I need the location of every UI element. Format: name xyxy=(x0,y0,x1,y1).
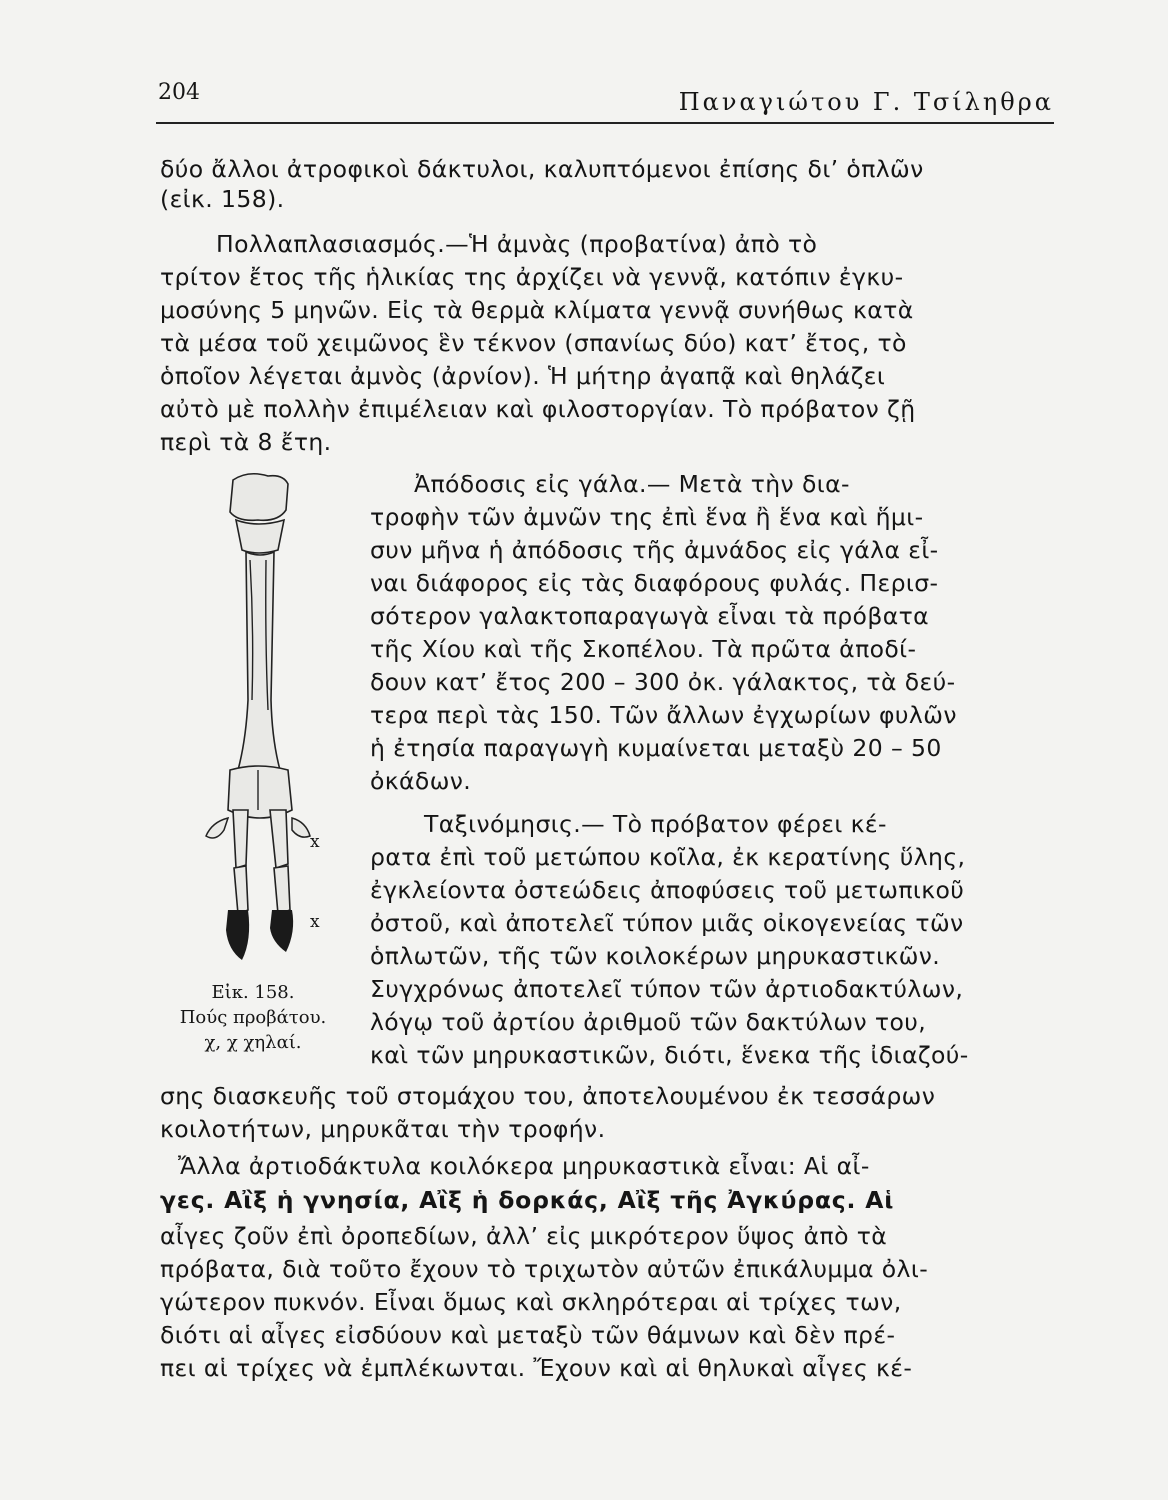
body-line: τῆς Χίου καὶ τῆς Σκοπέλου. Τὰ πρῶτα ἀποδί- xyxy=(370,635,917,663)
body-line: Συγχρόνως ἀποτελεῖ τύπον τῶν ἀρτιοδακτύλων, xyxy=(370,975,964,1003)
marker-lower-hoof: x xyxy=(310,912,320,932)
section-heading-line: Ἀπόδοσις εἰς γάλα.— Μετὰ τὴν δια- xyxy=(414,470,850,498)
body-line: δύο ἄλλοι ἀτροφικοὶ δάκτυλοι, καλυπτόμενοι ἐπίσης δι’ ὁπλῶν xyxy=(160,155,924,183)
body-line: τρίτον ἔτος τῆς ἡλικίας της ἀρχίζει νὰ γεννᾷ, κατόπιν ἐγκυ- xyxy=(160,263,904,291)
marker-upper-dewclaw: x xyxy=(310,832,320,852)
caption-number: Εἰκ. 158. xyxy=(211,982,295,1003)
body-line: σότερον γαλακτοπαραγωγὰ εἶναι τὰ πρόβατα xyxy=(370,602,930,630)
body-line: ὀκάδων. xyxy=(370,767,472,795)
body-line: ἡ ἐτησία παραγωγὴ κυμαίνεται μεταξὺ 20 – 50 xyxy=(370,734,942,762)
body-line: ἐγκλείοντα ὀστεώδεις ἀποφύσεις τοῦ μετωπικοῦ xyxy=(370,876,965,904)
body-line: ρατα ἐπὶ τοῦ μετώπου κοῖλα, ἐκ κερατίνης ὕλης, xyxy=(370,843,966,871)
body-line: πρόβατα, διὰ τοῦτο ἔχουν τὸ τριχωτὸν αὐτῶν ἐπικάλυμμα ὀλι- xyxy=(160,1255,929,1283)
body-line: γώτερον πυκνόν. Εἶναι ὅμως καὶ σκληρότεραι αἱ τρίχες των, xyxy=(160,1288,902,1316)
body-line: καὶ τῶν μηρυκαστικῶν, διότι, ἕνεκα τῆς ἰδιαζού- xyxy=(370,1041,969,1069)
caption-title: Πούς προβάτου. xyxy=(179,1007,327,1028)
body-line: διότι αἱ αἶγες εἰσδύουν καὶ μεταξὺ τῶν θάμνων καὶ δὲν πρέ- xyxy=(160,1321,896,1349)
sheep-foot-illustration xyxy=(188,470,338,970)
body-line: ὁπλωτῶν, τῆς τῶν κοιλοκέρων μηρυκαστικῶν. xyxy=(370,942,941,970)
body-line: ὀστοῦ, καὶ ἀποτελεῖ τύπον μιᾶς οἰκογενείας τῶν xyxy=(370,909,964,937)
body-line: λόγῳ τοῦ ἀρτίου ἀριθμοῦ τῶν δακτύλων του, xyxy=(370,1008,927,1036)
body-line: αἶγες ζοῦν ἐπὶ ὀροπεδίων, ἀλλ’ εἰς μικρότερον ὕψος ἀπὸ τὰ xyxy=(160,1222,888,1250)
body-line: πει αἱ τρίχες νὰ ἐμπλέκωνται. Ἔχουν καὶ αἱ θηλυκαὶ αἶγες κέ- xyxy=(160,1354,913,1382)
body-line: συν μῆνα ἡ ἀπόδοσις τῆς ἀμνάδος εἰς γάλα εἶ- xyxy=(370,536,939,564)
section-heading-line: Ταξινόμησις.— Τὸ πρόβατον φέρει κέ- xyxy=(424,810,887,838)
body-line: (εἰκ. 158). xyxy=(160,185,285,213)
body-line: δουν κατ’ ἔτος 200 – 300 ὀκ. γάλακτος, τὰ δεύ- xyxy=(370,668,956,696)
body-line: τροφὴν τῶν ἀμνῶν της ἐπὶ ἕνα ἢ ἕνα καὶ ἥμι- xyxy=(370,503,924,531)
page-number: 204 xyxy=(158,80,200,105)
body-line: κοιλοτήτων, μηρυκᾶται τὴν τροφήν. xyxy=(160,1115,606,1143)
body-line: τὰ μέσα τοῦ χειμῶνος ἓν τέκνον (σπανίως δύο) κατ’ ἔτος, τὸ xyxy=(160,329,907,357)
body-line: σης διασκευῆς τοῦ στομάχου του, ἀποτελουμένου ἐκ τεσσάρων xyxy=(160,1082,936,1110)
header-rule xyxy=(156,122,1054,124)
section-heading-line: Πολλαπλασιασμός.—Ἡ ἀμνὰς (προβατίνα) ἀπὸ τὸ xyxy=(216,230,818,258)
body-line: ναι διάφορος εἰς τὰς διαφόρους φυλάς. Περισ- xyxy=(370,569,939,597)
body-line: τερα περὶ τὰς 150. Τῶν ἄλλων ἐγχωρίων φυλῶν xyxy=(370,701,957,729)
body-line: αὐτὸ μὲ πολλὴν ἐπιμέλειαν καὶ φιλοστοργίαν. Τὸ πρόβατον ζῇ xyxy=(160,395,916,423)
body-line: μοσύνης 5 μηνῶν. Εἰς τὰ θερμὰ κλίματα γεννᾷ συνήθως κατὰ xyxy=(160,296,914,324)
body-line-bold: γες. Αἲξ ἡ γνησία, Αἲξ ἡ δορκάς, Αἲξ τῆς Ἀγκύρας. Αἱ xyxy=(160,1186,895,1214)
figure-caption xyxy=(158,980,348,1055)
running-title: Παναγιώτου Γ. Τσίληθρα xyxy=(678,88,1054,116)
body-line: Ἄλλα ἀρτιοδάκτυλα κοιλόκερα μηρυκαστικὰ εἶναι: Αἱ αἶ- xyxy=(178,1152,870,1180)
body-line: ὁποῖον λέγεται ἀμνὸς (ἀρνίον). Ἡ μήτηρ ἀγαπᾷ καὶ θηλάζει xyxy=(160,362,886,390)
caption-note: χ, χ χηλαί. xyxy=(204,1032,302,1053)
body-line: περὶ τὰ 8 ἔτη. xyxy=(160,428,332,456)
